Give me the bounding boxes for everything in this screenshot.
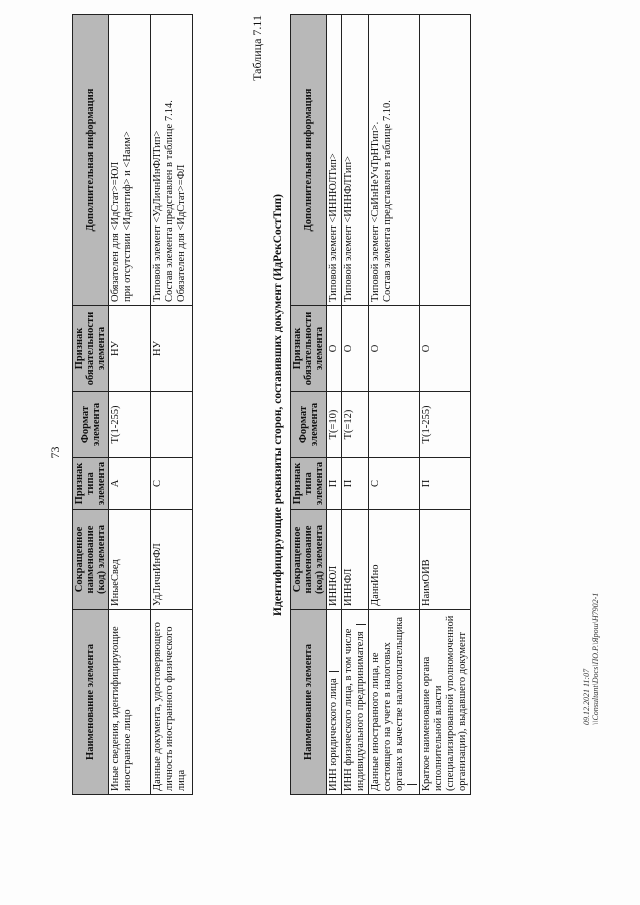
stamp-line: 09.12.2021 11:07 (582, 668, 591, 725)
element-format: T(=12) (342, 392, 369, 458)
table-header-row (291, 15, 327, 795)
header-cell: Признак типа элемента (73, 458, 109, 510)
element-code: ИННФЛ (342, 510, 369, 610)
print-stamp (582, 593, 600, 725)
element-required: О (369, 306, 420, 392)
element-info: Типовой элемент <ИННФЛТип> (342, 15, 369, 306)
element-type: П (342, 458, 369, 510)
element-required: О (342, 306, 369, 392)
header-cell: Формат элемента (291, 392, 327, 458)
element-code: ИННЮЛ (327, 510, 342, 610)
page-number: 73 (48, 446, 62, 459)
element-code: НаимОИВ (420, 510, 471, 610)
header-cell: Наименование элемента (73, 610, 109, 795)
table-caption: Идентифицирующие реквизиты сторон, составивших документ (ИдРекСостТип) (272, 194, 284, 616)
element-name: Данные иностранного лица, не состоящего на учете в налоговых органах в качестве налогоплательщика (369, 610, 420, 795)
table-row (151, 15, 193, 795)
element-info: Типовой элемент <ИННЮЛТип> (327, 15, 342, 306)
element-format (151, 392, 193, 458)
elements-table-top (72, 14, 193, 795)
header-cell: Сокращенное наименование (код) элемента (73, 510, 109, 610)
text-cursor (407, 784, 417, 785)
element-format: T(1-255) (109, 392, 151, 458)
element-format: T(1-255) (420, 392, 471, 458)
element-info (151, 15, 193, 306)
element-required: НУ (151, 306, 193, 392)
table-header-row (73, 15, 109, 795)
table-row (327, 15, 342, 795)
header-cell: Дополнительная информация (73, 15, 109, 306)
element-name: Данные документа, удостоверяющего личность иностранного физического лица (151, 610, 193, 795)
element-code: ДаннИно (369, 510, 420, 610)
header-cell: Сокращенное наименование (код) элемента (291, 510, 327, 610)
element-type: А (109, 458, 151, 510)
header-cell: Признак обязательности элемента (291, 306, 327, 392)
element-info (420, 15, 471, 306)
element-type: С (151, 458, 193, 510)
element-required: О (327, 306, 342, 392)
table-row (369, 15, 420, 795)
element-format: T(=10) (327, 392, 342, 458)
table-row (420, 15, 471, 795)
element-name: ИНН физического лица, в том числе индивидуального предпринимателя (342, 610, 369, 795)
elements-table-bottom (290, 14, 471, 795)
table-number: Таблица 7.11 (250, 15, 264, 81)
info-line: Обязателен для <ИдСтат>=ФЛ (176, 164, 187, 302)
element-required: НУ (109, 306, 151, 392)
element-type: П (420, 458, 471, 510)
element-type: П (327, 458, 342, 510)
element-format (369, 392, 420, 458)
table-row (109, 15, 151, 795)
element-name: Краткое наименование органа исполнительной власти (специализированной уполномоченной организации), выдавшего документ (420, 610, 471, 795)
info-line: Типовой элемент <СвИнНеУчТрНТип>. (370, 121, 381, 302)
info-line: Состав элемента представлен в таблице 7.14. (164, 100, 175, 302)
header-cell: Признак обязательности элемента (73, 306, 109, 392)
header-cell: Формат элемента (73, 392, 109, 458)
element-info (369, 15, 420, 306)
element-name: ИНН юридического лица (327, 610, 342, 795)
text-cursor (356, 624, 366, 625)
info-line: Состав элемента представлен в таблице 7.10. (382, 100, 393, 302)
table-row (342, 15, 369, 795)
element-code: УдЛичнИнФЛ (151, 510, 193, 610)
element-code: ИныеСвед (109, 510, 151, 610)
header-cell: Признак типа элемента (291, 458, 327, 510)
info-line: Типовой элемент <УдЛичнИнФЛТип> (152, 130, 163, 302)
header-cell: Дополнительная информация (291, 15, 327, 306)
element-name: Иные сведения, идентифицирующие иностранное лицо (109, 610, 151, 795)
info-line: Обязателен для <ИдСтат>=ЮЛ (110, 161, 121, 302)
element-info (109, 15, 151, 306)
text-cursor (329, 671, 339, 672)
stamp-line: \\Consultant\Docs\ПО.Р.\Ярош\Н7902-1 (591, 592, 600, 725)
info-line: при отсутствии <Идентиф> и <Наим> (122, 131, 133, 302)
header-cell: Наименование элемента (291, 610, 327, 795)
element-required: О (420, 306, 471, 392)
element-type: С (369, 458, 420, 510)
